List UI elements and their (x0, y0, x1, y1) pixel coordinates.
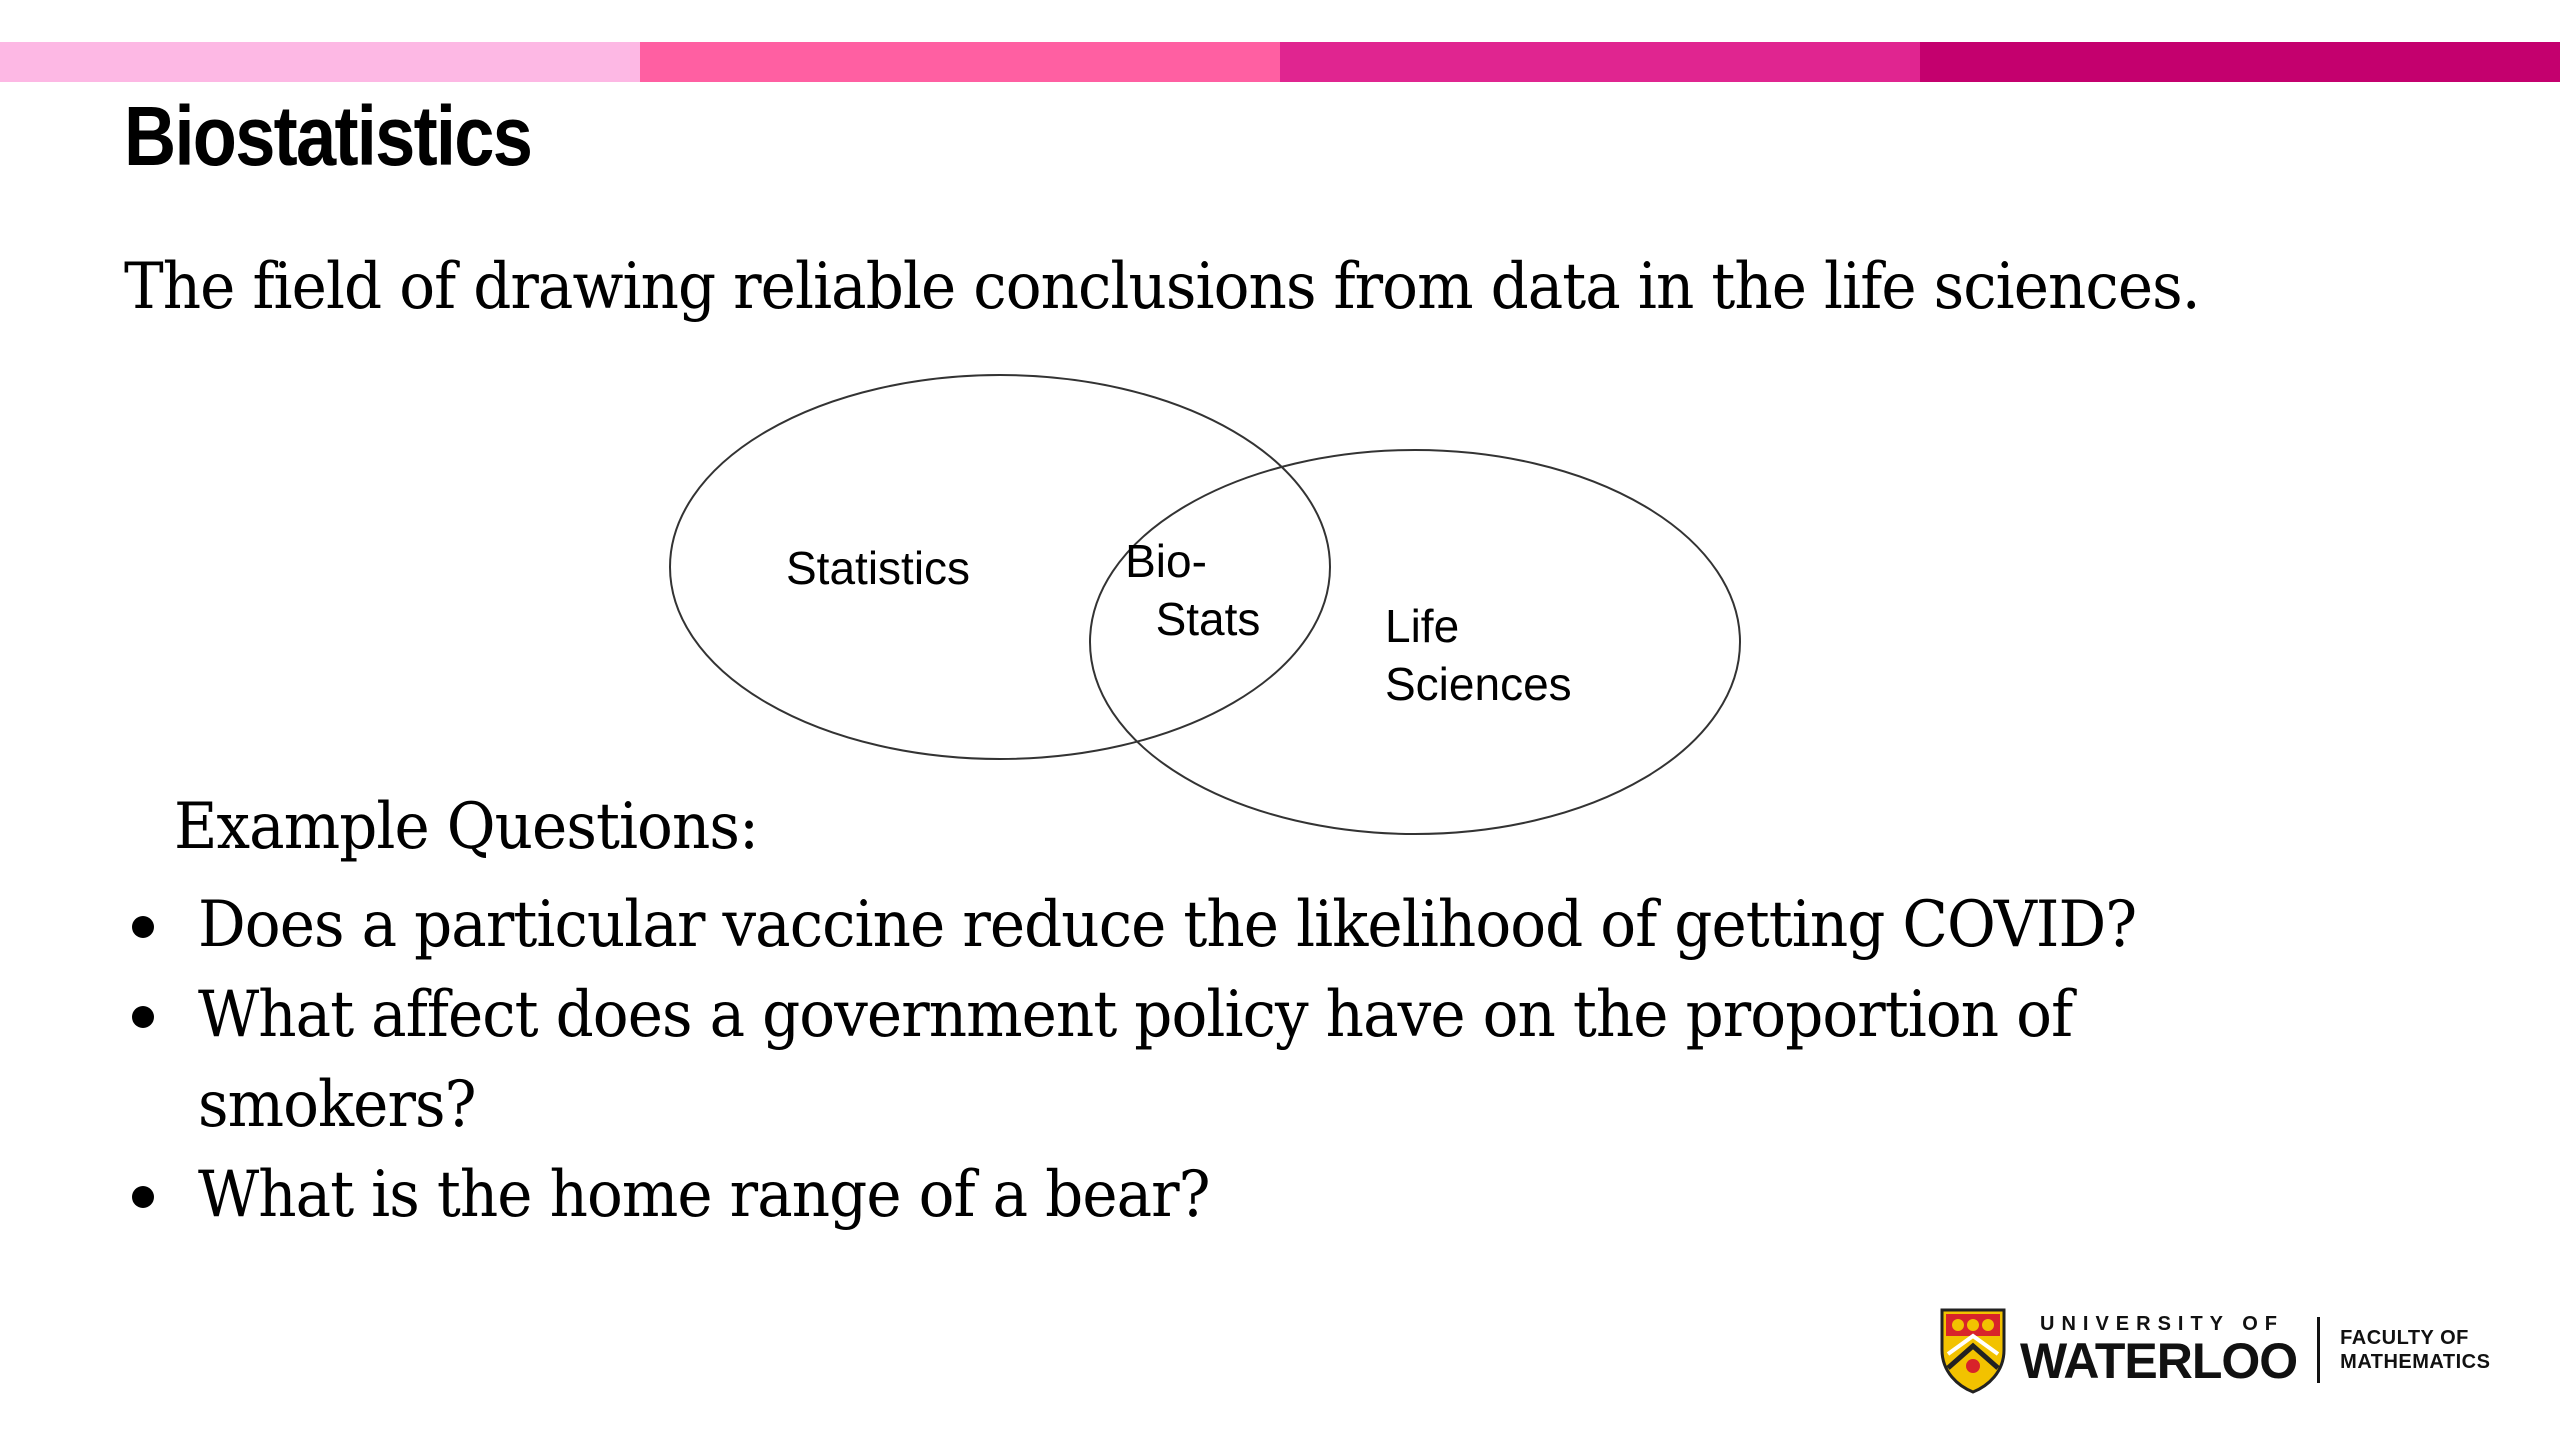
life-sciences-label-line1: Life (1385, 600, 1460, 652)
faculty-line-1: FACULTY OF (2340, 1327, 2469, 1349)
statistics-circle (670, 375, 1330, 759)
bullet-icon (132, 916, 154, 938)
university-logo (1938, 1305, 2490, 1395)
university-crest-icon (1938, 1306, 2008, 1394)
list-item (124, 880, 2348, 970)
accent-color-bar (0, 42, 2560, 82)
logo-divider (2317, 1317, 2320, 1383)
life-sciences-label-line2: Sciences (1385, 658, 1572, 710)
university-of-text: UNIVERSITY OF (2040, 1313, 2284, 1335)
faculty-wordmark (2340, 1326, 2490, 1374)
statistics-label: Statistics (786, 542, 971, 594)
venn-diagram (660, 370, 1750, 850)
biostats-label-line2: Stats (1155, 593, 1261, 645)
accent-segment-2 (640, 42, 1280, 82)
slide-title: Biostatistics (124, 89, 532, 183)
bullet-icon (132, 1186, 154, 1208)
biostats-label-line1: Bio- (1125, 535, 1207, 587)
definition-text: The field of drawing reliable conclusions from data in the life sciences. (124, 250, 2200, 324)
list-item (124, 970, 2348, 1150)
university-wordmark (2020, 1313, 2297, 1387)
bullet-icon (132, 1006, 154, 1028)
example-questions-list (124, 880, 2324, 1240)
examples-heading: Example Questions: (174, 790, 759, 864)
university-name-text: WATERLOO (2020, 1333, 2298, 1389)
accent-segment-3 (1280, 42, 1920, 82)
accent-segment-1 (0, 42, 640, 82)
question-text: What is the home range of a bear? (198, 1158, 1210, 1232)
faculty-line-2: MATHEMATICS (2340, 1351, 2491, 1373)
accent-segment-4 (1920, 42, 2560, 82)
question-text: Does a particular vaccine reduce the likelihood of getting COVID? (198, 888, 2137, 962)
question-text: What affect does a government policy have on the proportion of smokers? (198, 978, 2073, 1142)
list-item (124, 1150, 2348, 1240)
